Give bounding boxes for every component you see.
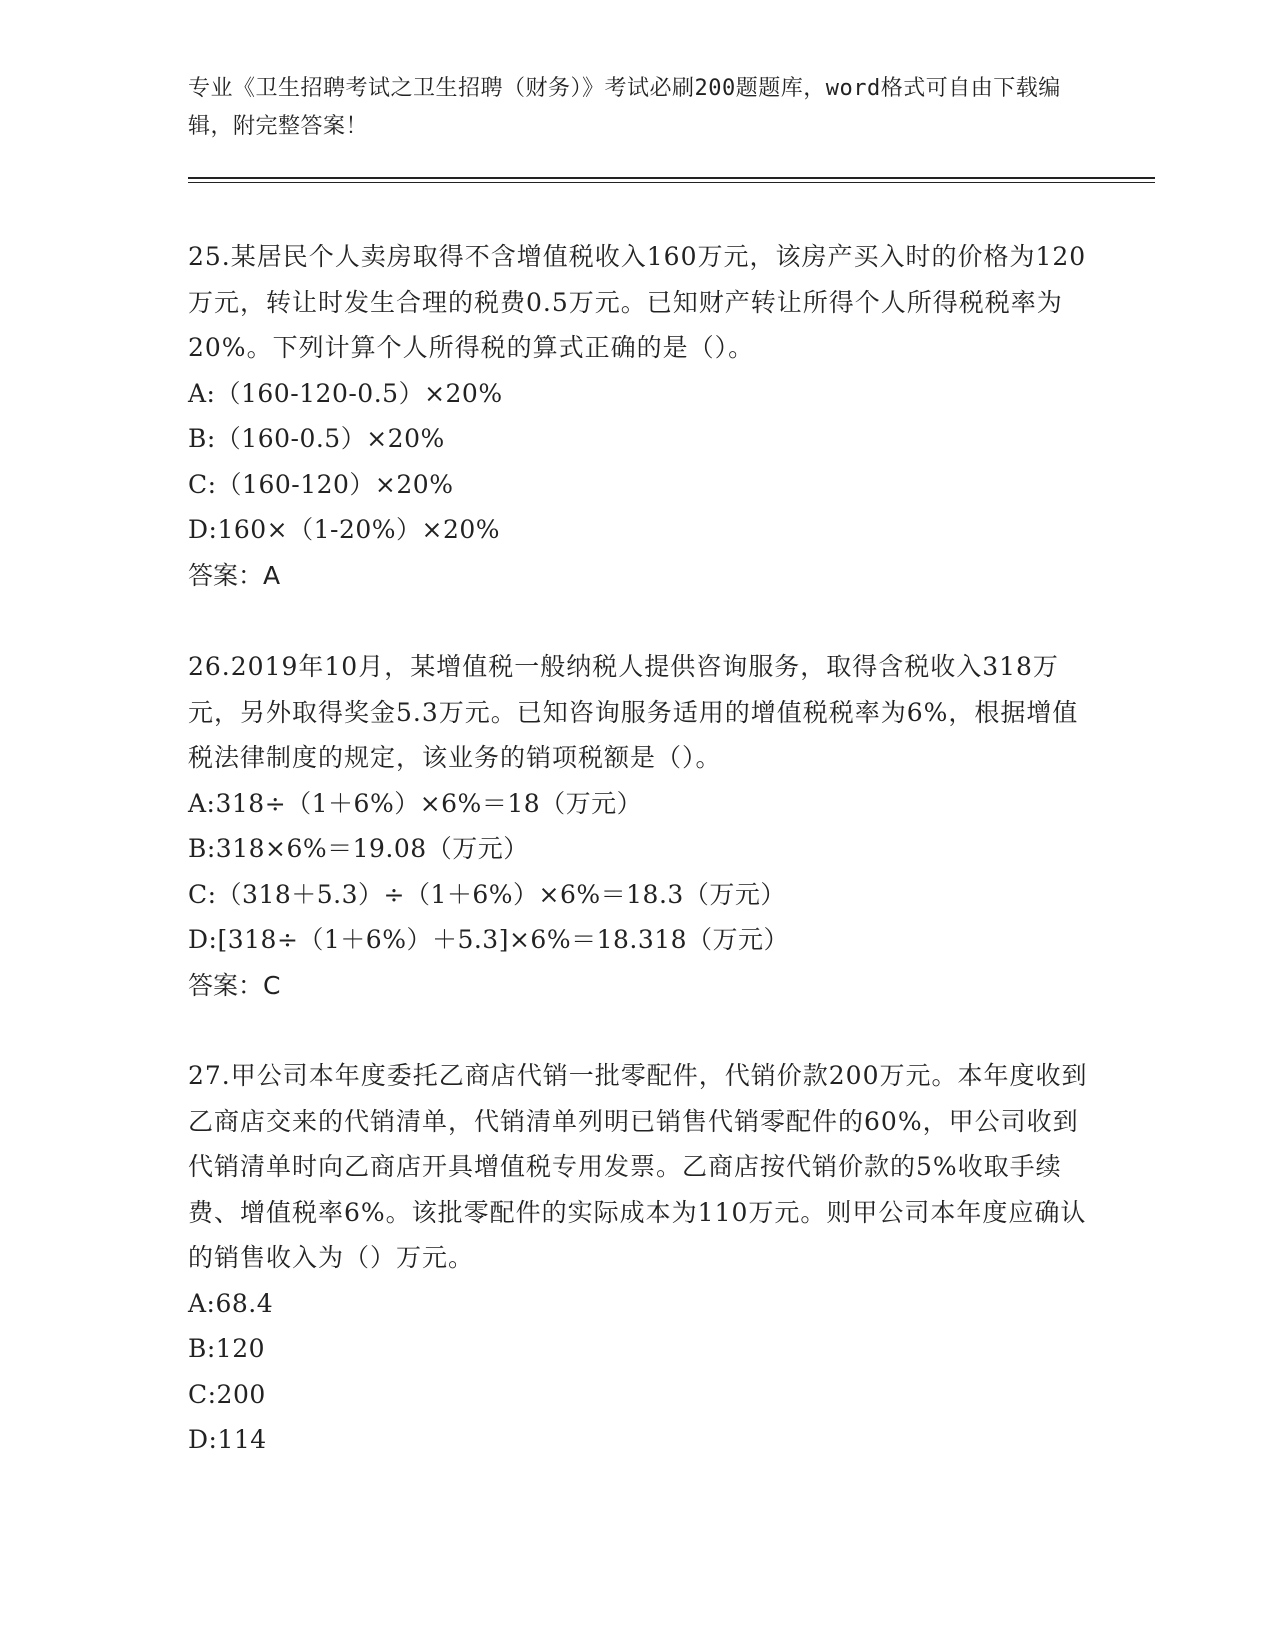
document-header: 专业《卫生招聘考试之卫生招聘（财务）》考试必刷200题题库，word格式可自由下载编辑，附完整答案！ [188,76,1061,139]
option-c: C:200 [188,1379,266,1409]
header-rule-thin [188,182,1155,183]
question-25 [188,234,1088,598]
option-c: C:（160-120）×20% [188,469,454,499]
option-a: A:68.4 [188,1288,274,1318]
question-stem: 26.2019年10月，某增值税一般纳税人提供咨询服务，取得含税收入318万元，另外取得奖金5.3万元。已知咨询服务适用的增值税税率为6%，根据增值税法律制度的规定，该业务的销项税额是（）。 [188,652,1079,772]
option-b: B:（160-0.5）×20% [188,424,445,453]
header-rule-thick [188,177,1155,179]
option-c: C:（318＋5.3）÷（1＋6%）×6%＝18.3（万元） [188,879,786,909]
answer: 答案：C [188,970,281,1000]
option-d: D:114 [188,1425,267,1454]
question-27 [188,1053,1088,1463]
question-stem: 25.某居民个人卖房取得不含增值税收入160万元，该房产买入时的价格为120万元，转让时发生合理的税费0.5万元。已知财产转让所得个人所得税税率为20%。下列计算个人所得税的算式正确的是（）。 [188,242,1087,362]
option-a: A:318÷（1＋6%）×6%＝18（万元） [188,788,643,818]
option-a: A:（160-120-0.5）×20% [188,378,503,408]
question-stem: 27.甲公司本年度委托乙商店代销一批零配件，代销价款200万元。本年度收到乙商店交来的代销清单，代销清单列明已销售代销零配件的60%，甲公司收到代销清单时向乙商店开具增值税专用发票。乙商店按代销价款的5%收取手续费、增值税率6%。该批零配件的实际成本为110万元。则甲公司本年度应确认的销售收入为（）万元。 [188,1061,1088,1272]
question-26 [188,644,1088,1008]
answer: 答案：A [188,560,281,590]
option-d: D:160×（1-20%）×20% [188,515,501,544]
option-d: D:[318÷（1＋6%）＋5.3]×6%＝18.318（万元） [188,925,790,954]
option-b: B:120 [188,1334,266,1363]
option-b: B:318×6%＝19.08（万元） [188,834,529,863]
